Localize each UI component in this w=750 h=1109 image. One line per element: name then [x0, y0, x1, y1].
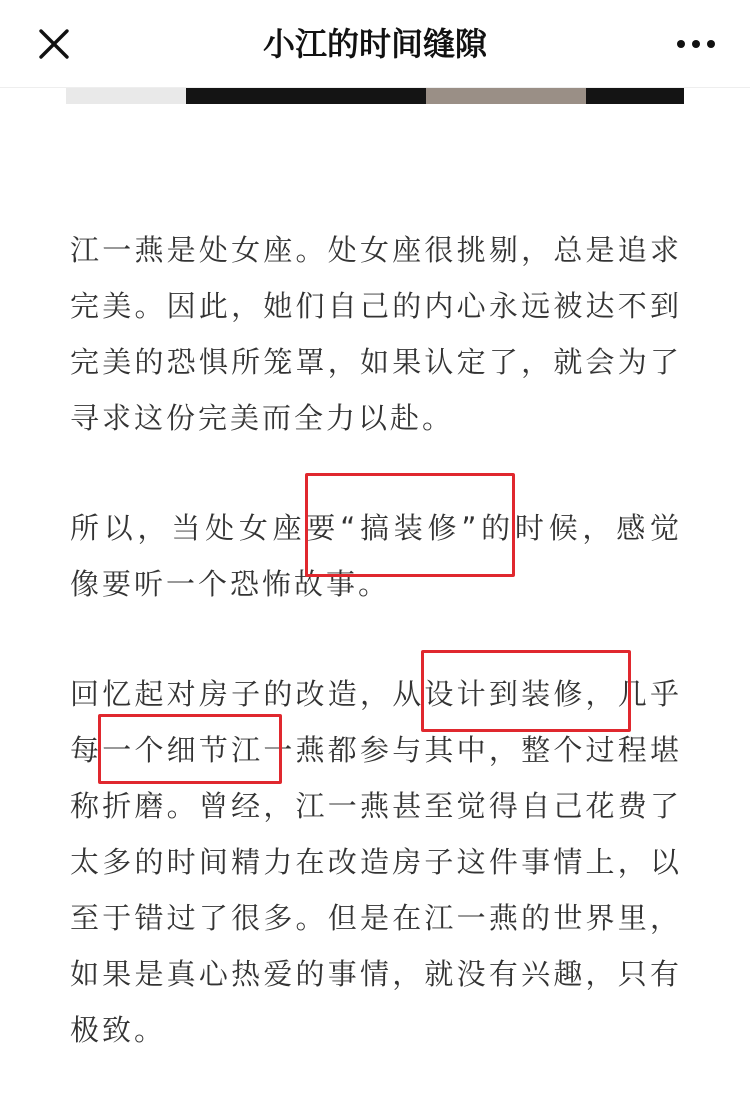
page-title: 小江的时间缝隙: [262, 25, 487, 63]
top-navigation-bar: [0, 0, 750, 88]
article-paragraph: 所以，当处女座要“搞装修”的时候，感觉像要听一个恐怖故事。: [70, 511, 682, 601]
close-icon: [38, 28, 70, 60]
article-body: [70, 222, 682, 1109]
article-paragraph: 回忆起对房子的改造，从设计到装修，几乎每一个细节江一燕都参与其中，整个过程堪称折磨。曾经，江一燕甚至觉得自己花费了太多的时间精力在改造房子这件事情上，以至于错过了很多。但是在江一燕的世界里，如果是真心热爱的事情，就没有兴趣，只有极致。: [70, 677, 682, 1047]
article-photo: [66, 88, 684, 104]
more-dots-icon: [676, 39, 716, 49]
more-button[interactable]: [670, 20, 722, 68]
close-button[interactable]: [28, 20, 80, 68]
article-paragraph: 江一燕是处女座。处女座很挑剔，总是追求完美。因此，她们自己的内心永远被达不到完美的恐惧所笼罩，如果认定了，就会为了寻求这份完美而全力以赴。: [70, 233, 682, 435]
